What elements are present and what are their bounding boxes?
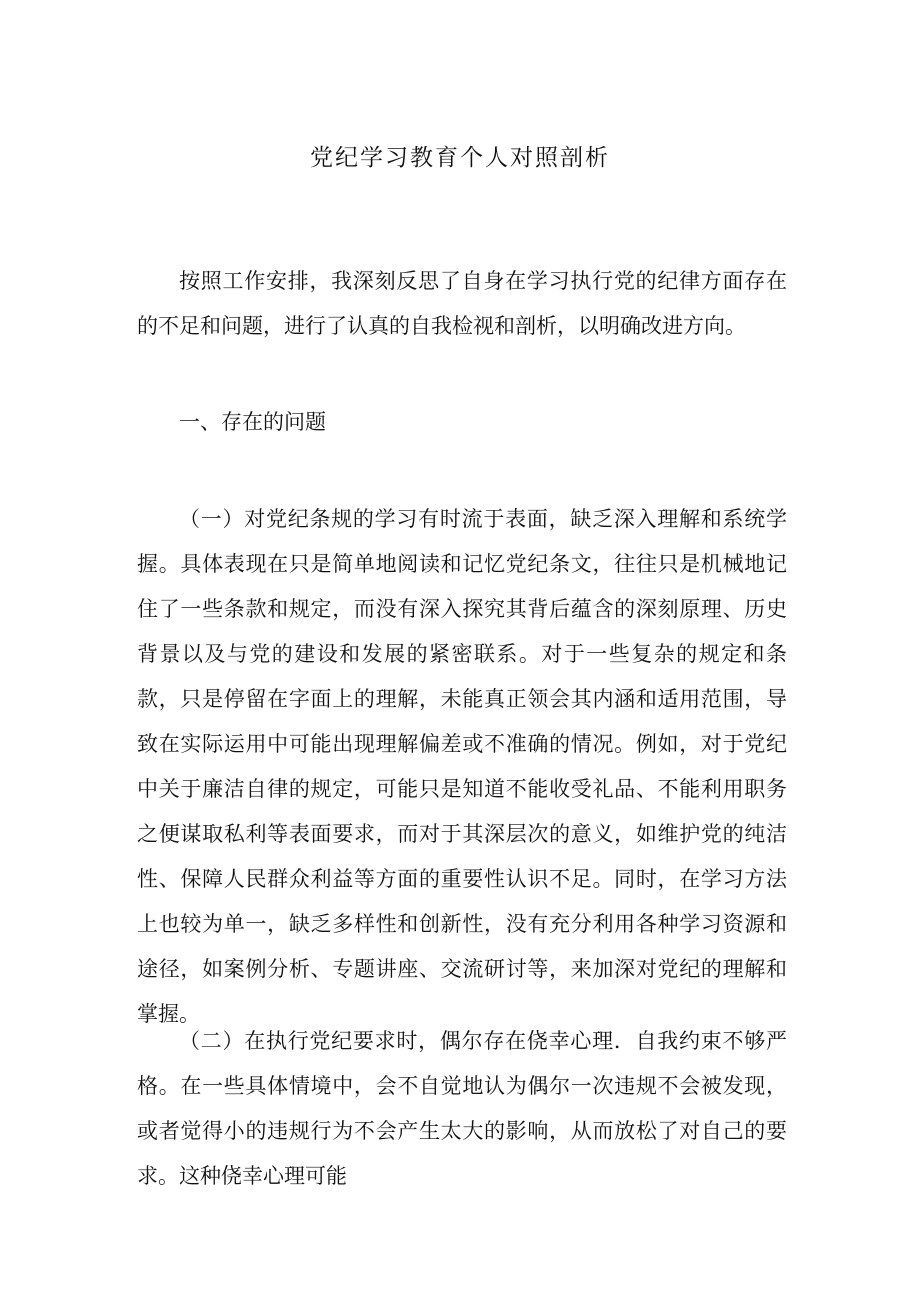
intro-paragraph: 按照工作安排，我深刻反思了自身在学习执行党的纪律方面存在的不足和问题，进行了认真的自我检视和剖析，以明确改进方向。	[137, 269, 787, 338]
section-heading: 一、存在的问题	[179, 410, 326, 434]
item-2-paragraph: （二）在执行党纪要求时，偶尔存在侥幸心理．自我约束不够严格。在一些具体情境中，会不自觉地认为偶尔一次违规不会被发现，或者觉得小的违规行为不会产生太大的影响，从而放松了对自己的要求。这种侥幸心理可能	[137, 1029, 787, 1188]
item-1-paragraph: （一）对党纪条规的学习有时流于表面，缺乏深入理解和系统学握。具体表现在只是简单地阅读和记忆党纪条文，往往只是机械地记住了一些条款和规定，而没有深入探究其背后蕴含的深刻原理、历史背景以及与党的建设和发展的紧密联系。对于一些复杂的规定和条款，只是停留在字面上的理解，未能真正领会其内涵和适用范围，导致在实际运用中可能出现理解偏差或不准确的情况。例如，对于党纪中关于廉洁自律的规定，可能只是知道不能收受礼品、不能利用职务之便谋取私利等表面要求，而对于其深层次的意义，如维护党的纯洁性、保障人民群众利益等方面的重要性认识不足。同时，在学习方法上也较为单一，缺乏多样性和创新性，没有充分利用各种学习资源和途径，如案例分析、专题讲座、交流研讨等，来加深对党纪的理解和掌握。	[137, 507, 787, 1026]
document-title: 党纪学习教育个人对照剖析	[310, 145, 610, 171]
